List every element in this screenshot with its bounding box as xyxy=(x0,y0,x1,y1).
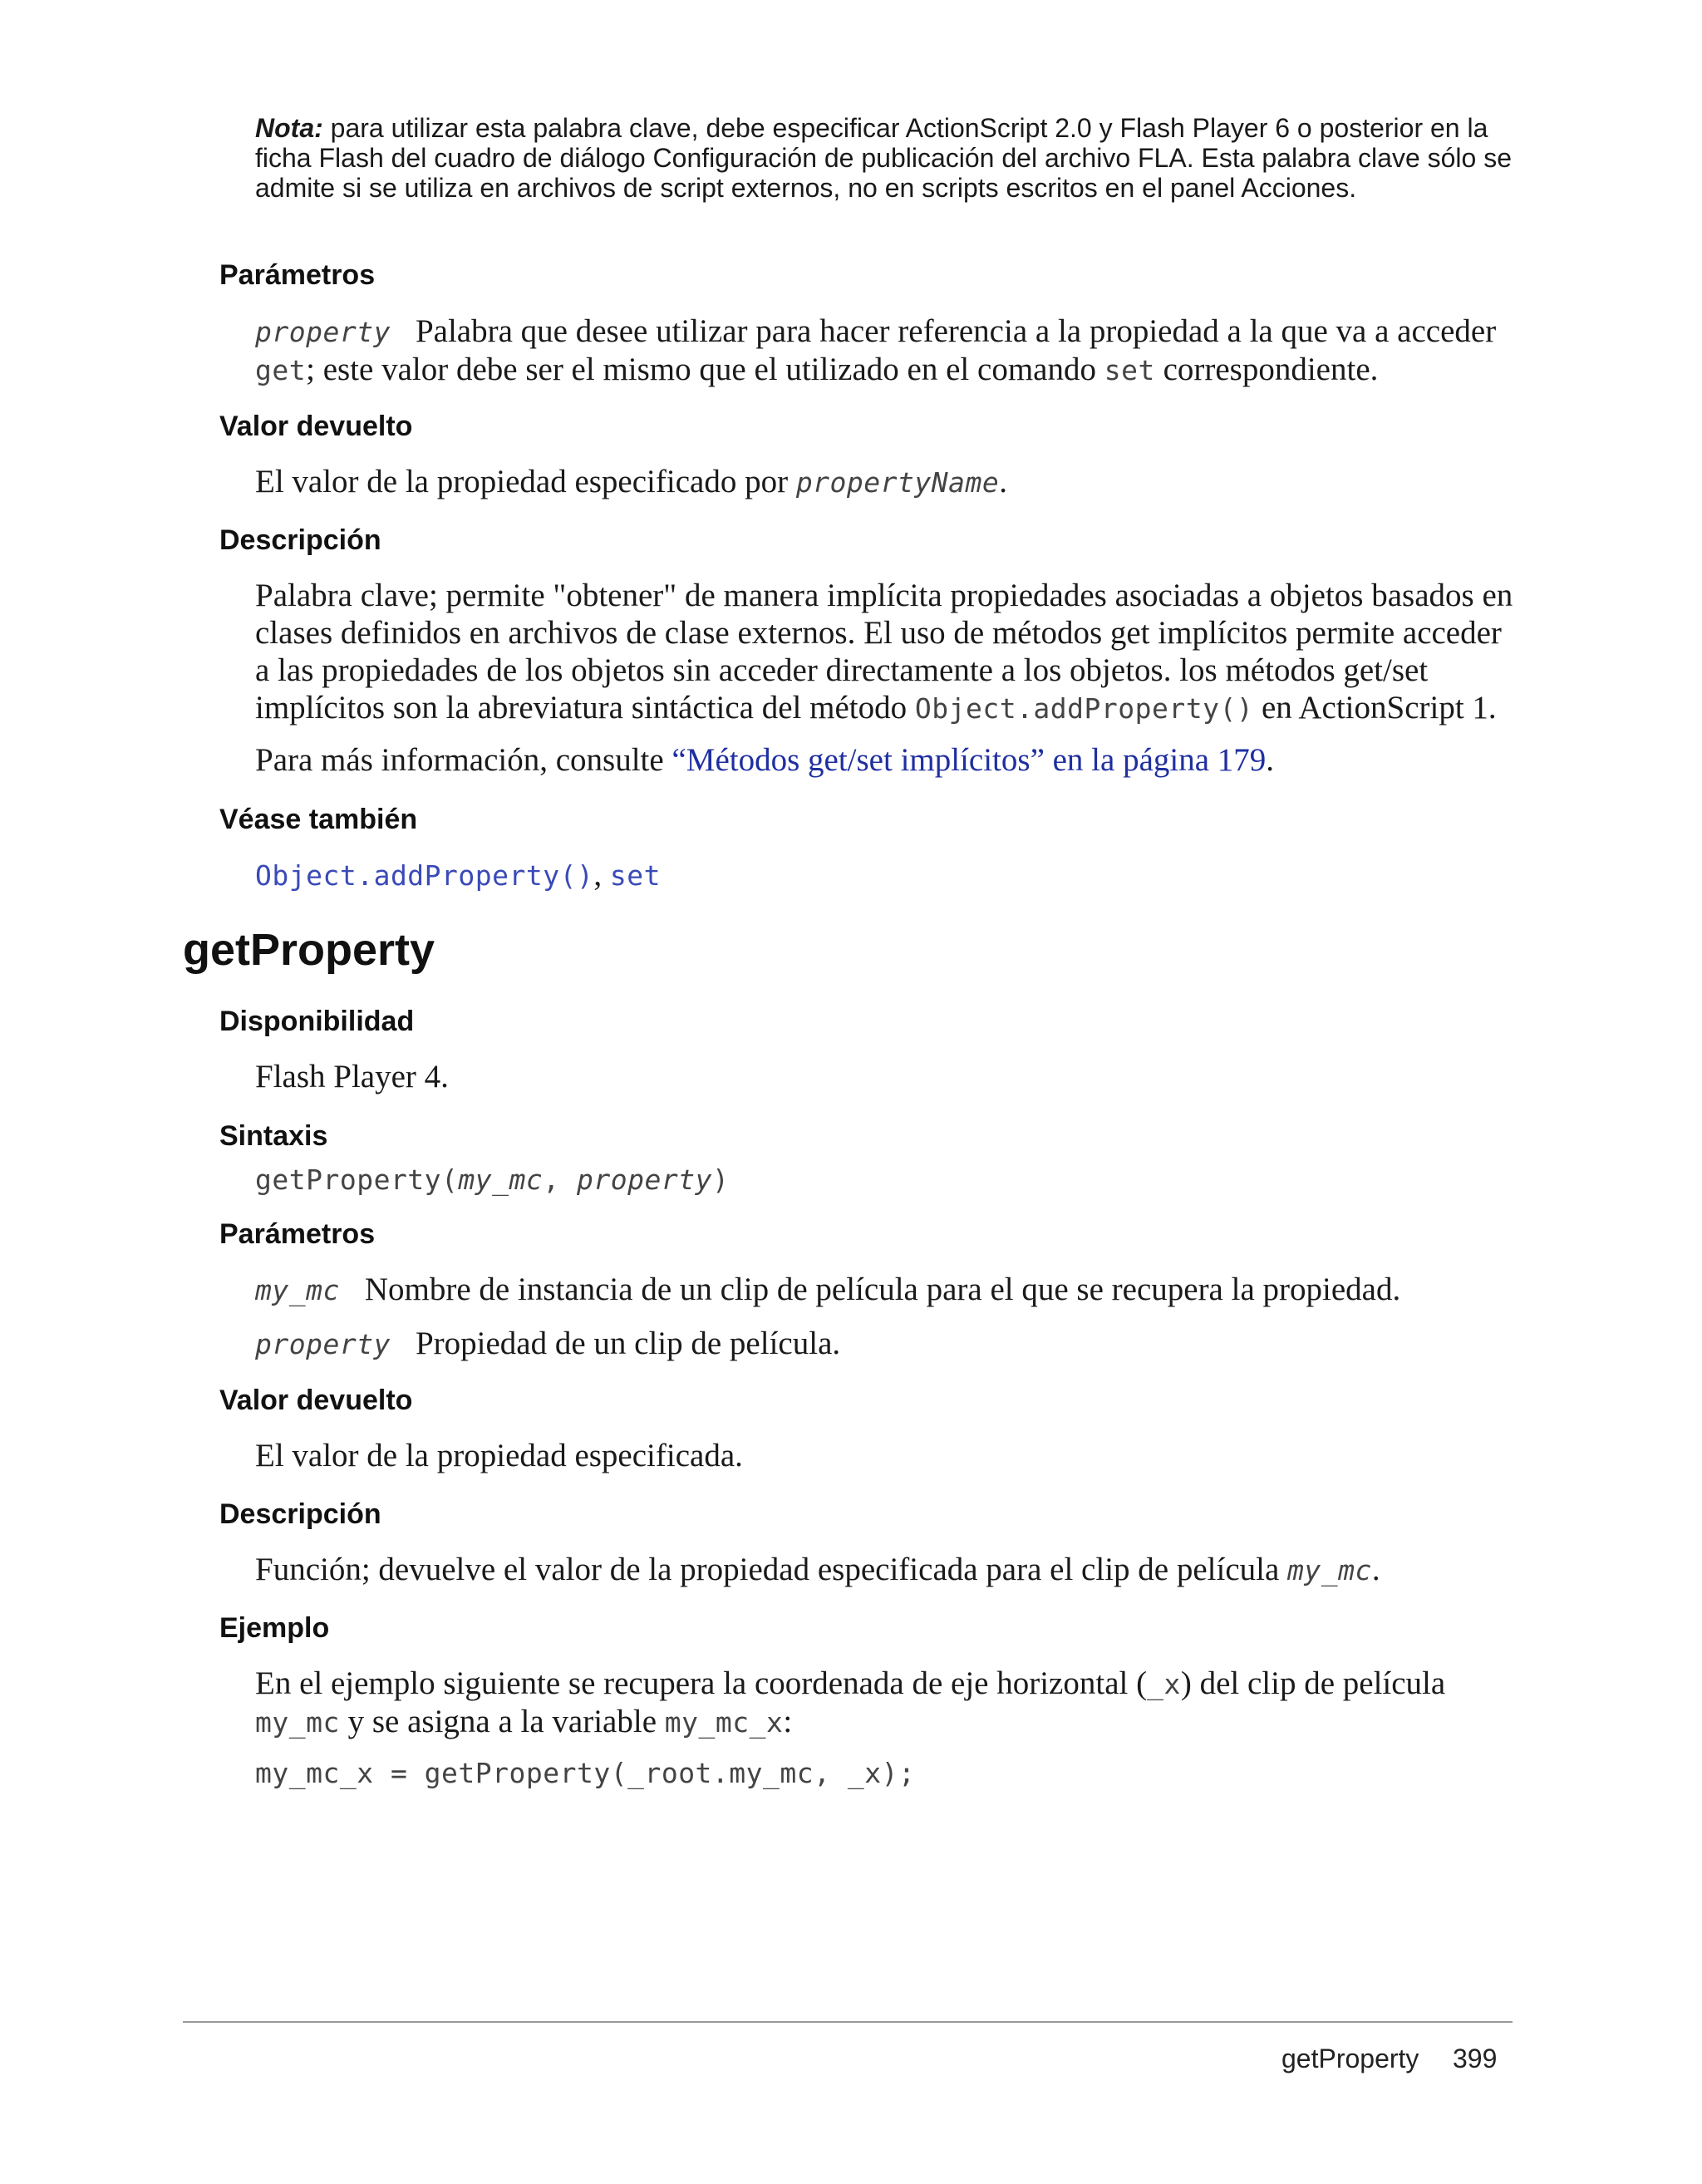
parameter-entry-my-mc xyxy=(255,1271,1518,1309)
description-text: Palabra clave; permite "obtener" de manera implícita propiedades asociadas a objetos basados en clases definidos en archivos de clase externos. El uso de métodos get implícitos permite acceder a las propiedades de los objetos sin acceder directamente a los objetos. los métodos get/set implícitos son la abreviatura sintáctica del método xyxy=(255,578,1513,726)
inline-code: get xyxy=(255,354,307,386)
section-heading-return-2: Valor devuelto xyxy=(219,1385,413,1416)
return-end: . xyxy=(999,464,1007,499)
return-text-2: El valor de la propiedad especificada. xyxy=(255,1438,743,1473)
syntax-close: ) xyxy=(711,1163,730,1196)
parameter-entry xyxy=(255,312,1518,389)
parameter-desc-cont: ; este valor debe ser el mismo que el utilizado en el comando xyxy=(306,352,1104,387)
parameter-desc-end: correspondiente. xyxy=(1154,352,1379,387)
section-heading-description-2: Descripción xyxy=(219,1498,381,1530)
inline-code: Object.addProperty() xyxy=(914,692,1254,725)
section-heading-example: Ejemplo xyxy=(219,1612,330,1644)
inline-code: set xyxy=(1104,354,1155,386)
parameter-desc: Nombre de instancia de un clip de película para el que se recupera la propiedad. xyxy=(364,1272,1401,1307)
description-end: . xyxy=(1371,1552,1380,1587)
description-paragraph xyxy=(255,577,1518,727)
syntax-arg-my-mc: my_mc xyxy=(458,1163,544,1196)
section-heading-return: Valor devuelto xyxy=(219,411,413,442)
section-heading-description: Descripción xyxy=(219,524,381,556)
more-info-end: . xyxy=(1266,742,1275,778)
more-info-text: Para más información, consulte xyxy=(255,742,672,778)
section-heading-see-also: Véase también xyxy=(219,804,418,835)
parameter-name: property xyxy=(255,316,391,348)
parameter-name: my_mc xyxy=(255,1274,340,1306)
return-desc: El valor de la propiedad especificado por xyxy=(255,464,796,499)
example-text-cont-2: y se asigna a la variable xyxy=(339,1704,665,1739)
inline-code: my_mc_x xyxy=(664,1706,784,1739)
example-text-end: : xyxy=(783,1704,793,1739)
section-heading-availability: Disponibilidad xyxy=(219,1006,415,1037)
code-line: my_mc_x = getProperty(_root.my_mc, _x); xyxy=(255,1757,916,1789)
parameter-name: property xyxy=(255,1328,391,1360)
inline-code: _x xyxy=(1147,1668,1181,1700)
description-end: en ActionScript 1. xyxy=(1253,690,1497,726)
syntax-line xyxy=(255,1160,1518,1198)
section-heading-parameters-2: Parámetros xyxy=(219,1218,376,1250)
footer-page-number: 399 xyxy=(1453,2044,1498,2073)
example-code-block xyxy=(255,1754,1518,1792)
section-heading-parameters: Parámetros xyxy=(219,259,376,291)
note-text: para utilizar esta palabra clave, debe especificar ActionScript 2.0 y Flash Player 6 o posterior en la ficha Flash del cuadro de diálogo Configuración de publicación del archivo FLA. Esta palabra clave sólo se admite si se utiliza en archivos de script externos, no en scripts escritos en el panel Acciones. xyxy=(255,113,1513,203)
see-also-link-addproperty[interactable]: Object.addProperty() xyxy=(255,859,594,892)
entry-title: getProperty xyxy=(183,925,435,975)
inline-code: my_mc xyxy=(1287,1554,1372,1586)
inline-code: my_mc xyxy=(255,1706,340,1739)
see-also-links xyxy=(255,856,1518,894)
footer-divider xyxy=(183,2021,1513,2023)
example-paragraph xyxy=(255,1665,1518,1741)
section-heading-syntax: Sintaxis xyxy=(219,1120,328,1152)
cross-reference-link[interactable]: “Métodos get/set implícitos” en la página 179 xyxy=(671,742,1267,778)
syntax-function: getProperty( xyxy=(255,1163,459,1196)
note-paragraph xyxy=(255,113,1518,203)
return-text xyxy=(255,463,1518,501)
parameter-desc: Propiedad de un clip de película. xyxy=(415,1326,841,1361)
example-text-cont: ) del clip de película xyxy=(1180,1665,1446,1701)
inline-code: propertyName xyxy=(795,466,1000,499)
parameter-entry-property xyxy=(255,1325,1518,1363)
note-label: Nota: xyxy=(255,113,323,143)
more-info-paragraph xyxy=(255,741,1518,779)
example-text: En el ejemplo siguiente se recupera la coordenada de eje horizontal ( xyxy=(255,1665,1148,1701)
description-paragraph-2 xyxy=(255,1551,1518,1589)
see-also-link-set[interactable]: set xyxy=(609,859,661,892)
description-text: Función; devuelve el valor de la propiedad especificada para el clip de película xyxy=(255,1552,1288,1587)
see-also-separator: , xyxy=(593,857,610,893)
syntax-arg-property: property xyxy=(577,1163,712,1196)
parameter-desc: Palabra que desee utilizar para hacer referencia a la propiedad a la que va a acceder xyxy=(415,313,1497,349)
availability-text: Flash Player 4. xyxy=(255,1059,449,1094)
syntax-separator: , xyxy=(543,1163,578,1196)
footer-running-title: getProperty xyxy=(1281,2044,1419,2073)
